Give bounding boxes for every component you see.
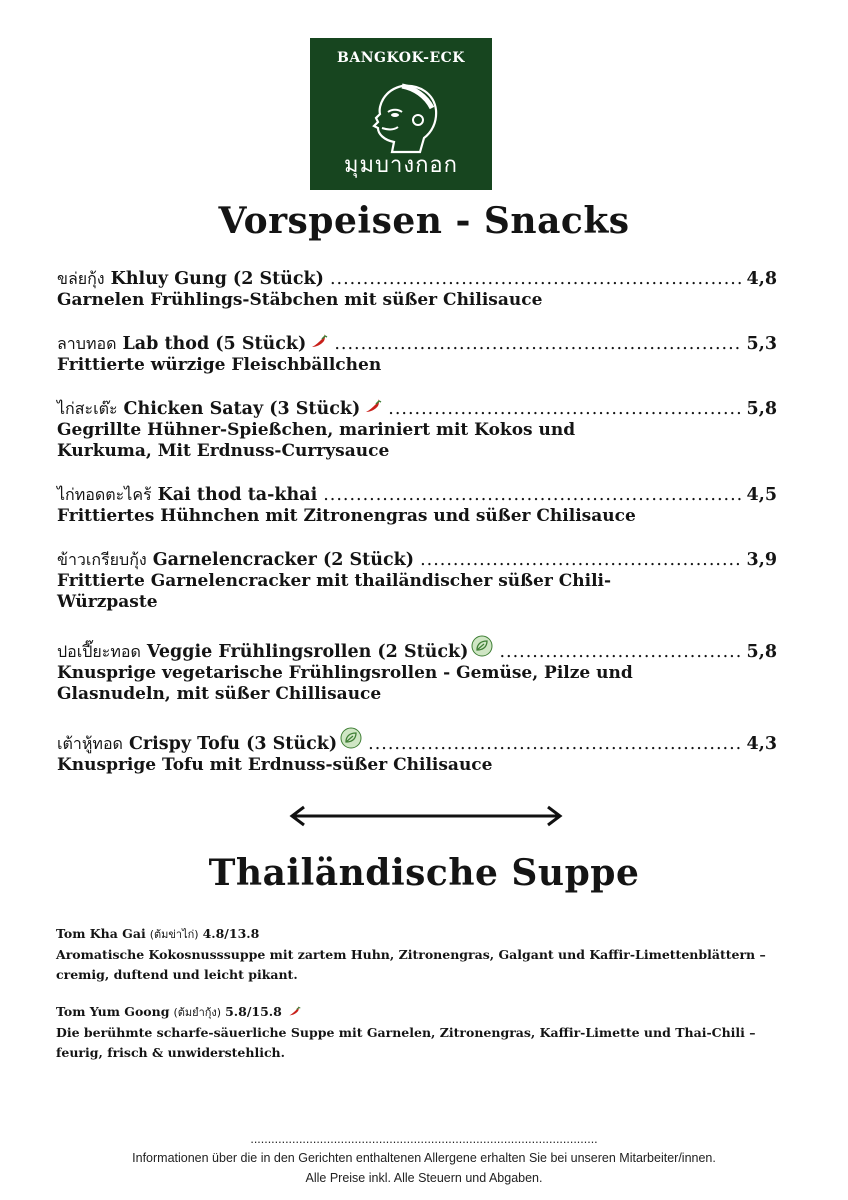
menu-item	[57, 727, 777, 776]
item-thai-name: ขล่ยกุ้ง	[57, 269, 105, 288]
soups-list	[56, 924, 776, 1080]
dot-leader	[388, 398, 740, 420]
vegan-leaf-icon	[471, 635, 493, 657]
dot-leader	[323, 484, 740, 506]
double-arrow-divider-icon	[288, 804, 564, 828]
menu-item	[57, 398, 777, 462]
soups-title: Thailändische Suppe	[208, 852, 640, 894]
item-price: 5,8	[746, 399, 777, 419]
soup-name: Tom Kha Gai	[56, 926, 146, 941]
logo-thai-name: มุมบางกอก	[344, 153, 458, 178]
soup-name: Tom Yum Goong	[56, 1004, 170, 1019]
soup-price: 4.8/13.8	[202, 926, 260, 941]
item-description: Gegrillte Hühner-Spießchen, mariniert mit Kokos und Kurkuma, Mit Erdnuss-Currysauce	[57, 420, 576, 461]
item-thai-name: ข้าวเกรียบกุ้ง	[57, 550, 147, 569]
dot-leader	[499, 641, 740, 663]
chili-icon	[364, 398, 382, 414]
soup-description: Die berühmte scharfe-säuerliche Suppe mit Garnelen, Zitronengras, Kaffir-Limette und Thai-Chili – feurig, frisch & unwiderstehlich.	[56, 1025, 756, 1060]
menu-item	[57, 333, 777, 376]
restaurant-logo	[310, 38, 492, 190]
dot-leader	[334, 333, 740, 355]
item-description: Knusprige vegetarische Frühlingsrollen - Gemüse, Pilze und Glasnudeln, mit süßer Chillisauce	[57, 663, 633, 704]
dot-leader	[330, 268, 741, 290]
item-price: 4,3	[746, 734, 777, 754]
thai-mask-face-icon	[362, 82, 442, 154]
soup-thai-name: (ต้มยำกุ้ง)	[173, 1006, 222, 1019]
item-description: Knusprige Tofu mit Erdnuss-süßer Chilisauce	[57, 755, 493, 775]
item-thai-name: ไก่ทอดตะไคร้	[57, 485, 152, 504]
chili-icon	[310, 333, 328, 349]
item-name: Crispy Tofu (3 Stück)	[128, 734, 338, 754]
menu-item	[57, 635, 777, 705]
item-price: 5,3	[746, 334, 777, 354]
footer	[0, 1134, 848, 1188]
item-thai-name: ลาบทอด	[57, 334, 117, 353]
item-name: Lab thod (5 Stück)	[122, 334, 307, 354]
item-thai-name: ไก่สะเต๊ะ	[57, 399, 118, 418]
item-price: 5,8	[746, 642, 777, 662]
item-name: Garnelencracker (2 Stück)	[152, 550, 415, 570]
vegan-leaf-icon	[340, 727, 362, 749]
item-description: Frittiertes Hühnchen mit Zitronengras und süßer Chilisauce	[57, 506, 636, 526]
item-thai-name: เต้าหู้ทอด	[57, 734, 123, 753]
item-name: Chicken Satay (3 Stück)	[123, 399, 361, 419]
menu-item	[57, 484, 777, 527]
price-note: Alle Preise inkl. Alle Steuern und Abgaben.	[305, 1171, 543, 1185]
menu-item	[57, 549, 777, 613]
logo-name: BANGKOK-ECK	[337, 50, 465, 66]
dot-leader	[368, 733, 740, 755]
soup-item	[56, 1002, 776, 1063]
item-name: Khluy Gung (2 Stück)	[110, 269, 324, 289]
dot-leader	[420, 549, 740, 571]
menu-item	[57, 268, 777, 311]
allergen-note: Informationen über die in den Gerichten enthaltenen Allergene erhalten Sie bei unseren Mitarbeiter/innen.	[132, 1151, 716, 1165]
soup-description: Aromatische Kokosnusssuppe mit zartem Huhn, Zitronengras, Galgant und Kaffir-Limettenblättern – cremig, duftend und leicht pikant.	[56, 947, 766, 982]
item-thai-name: ปอเปี๊ยะทอด	[57, 642, 141, 661]
footer-divider: ....................................................................................................	[250, 1134, 598, 1146]
item-name: Kai thod ta-khai	[157, 485, 318, 505]
item-price: 4,8	[746, 269, 777, 289]
item-description: Frittierte Garnelencracker mit thailändischer süßer Chili-Würzpaste	[57, 571, 612, 612]
starters-title: Vorspeisen - Snacks	[218, 200, 630, 242]
chili-icon	[288, 1005, 301, 1017]
item-description: Garnelen Frühlings-Stäbchen mit süßer Chilisauce	[57, 290, 543, 310]
soup-thai-name: (ต้มข่าไก่)	[149, 928, 199, 941]
soup-price: 5.8/15.8	[225, 1004, 282, 1019]
item-description: Frittierte würzige Fleischbällchen	[57, 355, 382, 375]
item-name: Veggie Frühlingsrollen (2 Stück)	[146, 642, 469, 662]
starters-list	[57, 268, 777, 798]
soup-item	[56, 924, 776, 985]
item-price: 4,5	[746, 485, 777, 505]
item-price: 3,9	[746, 550, 777, 570]
